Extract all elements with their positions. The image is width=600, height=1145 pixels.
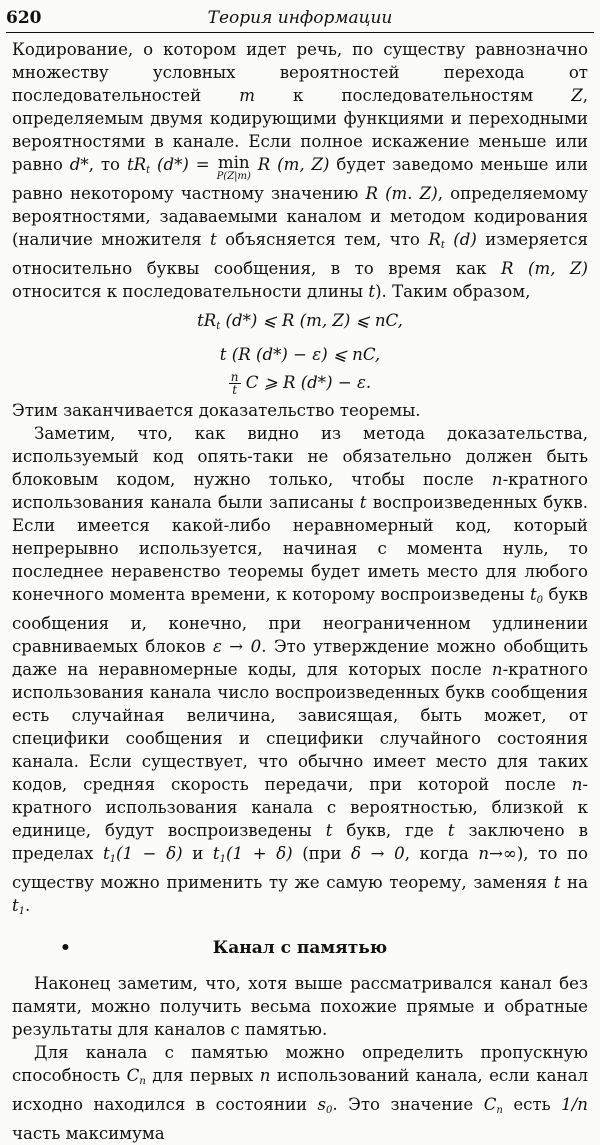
paragraph-coding — [12, 38, 588, 303]
text: -кратного использования канала с вероятностью, близкой к единице, будут воспроизведены — [12, 775, 588, 840]
math-part: t — [212, 844, 220, 863]
denominator: t — [232, 383, 238, 397]
math — [213, 844, 293, 863]
math: t — [447, 821, 455, 840]
math — [318, 1095, 333, 1114]
math: δ → 0 — [351, 844, 405, 863]
math-part: C — [483, 1095, 497, 1114]
math: t — [210, 230, 217, 249]
text: и — [182, 844, 213, 863]
math: n — [491, 470, 503, 489]
text: заключено в пределах — [12, 821, 588, 863]
math-part: tR — [197, 311, 217, 330]
text: есть — [502, 1095, 562, 1114]
text: ). Таким образом, — [375, 282, 531, 301]
header-rule — [6, 32, 594, 33]
math-part: (d) — [444, 230, 477, 249]
text: букв, где — [332, 821, 448, 840]
math: Z — [571, 86, 583, 105]
text: , когда — [404, 844, 479, 863]
paragraph-proof-end: Этим заканчивается доказательство теоремы. — [12, 401, 421, 420]
min-limit: P(Z|m) — [216, 171, 251, 182]
math-part: tR — [126, 155, 147, 174]
text: для первых — [145, 1066, 260, 1085]
math: ε → 0 — [212, 637, 262, 656]
text: . Это значение — [332, 1095, 484, 1114]
subscript: t — [440, 240, 445, 251]
math: 1/n — [561, 1095, 588, 1114]
formula-block — [12, 307, 588, 397]
subscript: 1 — [219, 854, 226, 865]
math — [530, 585, 543, 604]
math-part: t — [12, 896, 19, 915]
math: t — [325, 821, 333, 840]
subscript: n — [496, 1105, 503, 1116]
text: на — [560, 873, 588, 892]
subscript: 0 — [536, 595, 543, 606]
section-title — [12, 937, 588, 960]
math: n — [491, 660, 503, 679]
text: будет заведомо меньше или равно некоторому частному значению — [12, 155, 588, 203]
math: m — [239, 86, 255, 105]
text: к последовательностям — [254, 86, 572, 105]
text: , определяемым двумя кодирующими функциями и переходными вероятностями в канале. Если полное искажение меньше или равно — [12, 86, 588, 174]
text: объясняется тем, что — [216, 230, 429, 249]
text: Кодирование, о котором идет речь, по существу равнозначно множеству условных вероятностей перехода от последовательностей — [12, 40, 588, 105]
subscript: n — [139, 1076, 146, 1087]
numerator: n — [230, 370, 239, 384]
text: Заметим, что, как видно из метода доказательства, используемый код опять-таки не обязательно должен быть блоковым кодом, нужно только, чтобы после — [12, 424, 588, 489]
page-body — [12, 38, 588, 1145]
page-header — [6, 6, 594, 30]
subscript: t — [216, 321, 221, 332]
paragraph-memory-capacity — [12, 1041, 588, 1145]
text: букв сообщения и, конечно, при неограниченном удлинении сравниваемых блоков — [12, 585, 588, 656]
math: n — [571, 775, 583, 794]
section-title-text: Канал с памятью — [212, 938, 388, 958]
text: . — [25, 896, 31, 915]
formula-1 — [12, 307, 588, 341]
math: t — [359, 493, 367, 512]
math-part: s — [317, 1095, 327, 1114]
paragraph-nonblock-codes — [12, 422, 588, 923]
paragraph-memory-intro: Наконец заметим, что, хотя выше рассматривался канал без памяти, можно получить весьма похожие прямые и обратные результаты для каналов с памятью. — [12, 974, 588, 1039]
text: Для канала с памятью можно определить пропускную способность — [12, 1043, 588, 1085]
text: . Это утверждение можно обобщить даже на неравномерные коды, для которых после — [12, 637, 589, 679]
running-title: Теория информации — [207, 8, 393, 28]
text: -кратного использования канала были записаны — [12, 470, 588, 512]
min-word: min — [217, 153, 250, 172]
math: R (m. Z) — [365, 184, 438, 203]
subscript: t — [146, 165, 151, 176]
text: часть максимума — [12, 1124, 165, 1143]
math-part: C ⩾ R (d*) − ε. — [240, 373, 372, 392]
formula-2: t (R (d*) − ε) ⩽ nC, — [219, 345, 381, 364]
page-number: 620 — [6, 8, 42, 28]
fraction — [229, 371, 241, 396]
math: R (m, Z) — [501, 259, 589, 278]
math — [12, 896, 25, 915]
text: (при — [292, 844, 352, 863]
text: относится к последовательности длины — [12, 282, 369, 301]
math-part: (d*) = — [150, 155, 217, 174]
math: n — [259, 1066, 271, 1085]
text: , определяемому вероятностями, задаваемыми каналом и методом кодирования (наличие множителя — [12, 184, 589, 249]
math-part: (1 − δ) — [116, 844, 183, 863]
text: воспроизведенных букв. Если имеется какой-либо неравномерный код, который непрерывно используется, начиная с момента нуль, то последнее неравенство теоремы будет иметь место для любого конечного момента времени, к которому воспроизведены — [12, 493, 588, 604]
subscript: 1 — [18, 906, 26, 917]
math-part: t — [529, 585, 537, 604]
text: измеряется относительно буквы сообщения, в то время как — [12, 230, 588, 278]
math — [428, 230, 477, 249]
text: ), то по существу можно применить ту же самую теорему, заменяя — [12, 844, 589, 892]
section-dot: • — [60, 938, 71, 958]
math-part: (d*) ⩽ R (m, Z) ⩽ nC, — [220, 311, 403, 330]
math: R (m, Z) — [250, 155, 330, 174]
math: t — [368, 282, 376, 301]
subscript: 1 — [109, 854, 116, 865]
math-part: (1 + δ) — [225, 844, 293, 863]
math — [127, 155, 217, 174]
math — [103, 844, 183, 863]
text: , то — [88, 155, 127, 174]
math — [127, 1066, 146, 1085]
math — [484, 1095, 503, 1114]
text: использований канала, если канал исходно находился в состоянии — [12, 1066, 589, 1114]
math-part: R — [428, 230, 441, 249]
formula-3 — [12, 369, 588, 397]
subscript: 0 — [326, 1105, 333, 1116]
math-part: t — [102, 844, 110, 863]
math: d* — [69, 155, 89, 174]
min-operator — [217, 153, 251, 181]
math-part: C — [126, 1066, 140, 1085]
text: -кратного использования канала число воспроизведенных букв сообщения есть случайная величина, зависящая, быть может, от специфики сообщения и специфики случайного состояния канала. Если существует, что обычно имеет место для таких кодов, средняя скорость передачи, при которой после — [12, 660, 588, 794]
math: t — [553, 873, 561, 892]
math: n→∞ — [478, 844, 517, 863]
